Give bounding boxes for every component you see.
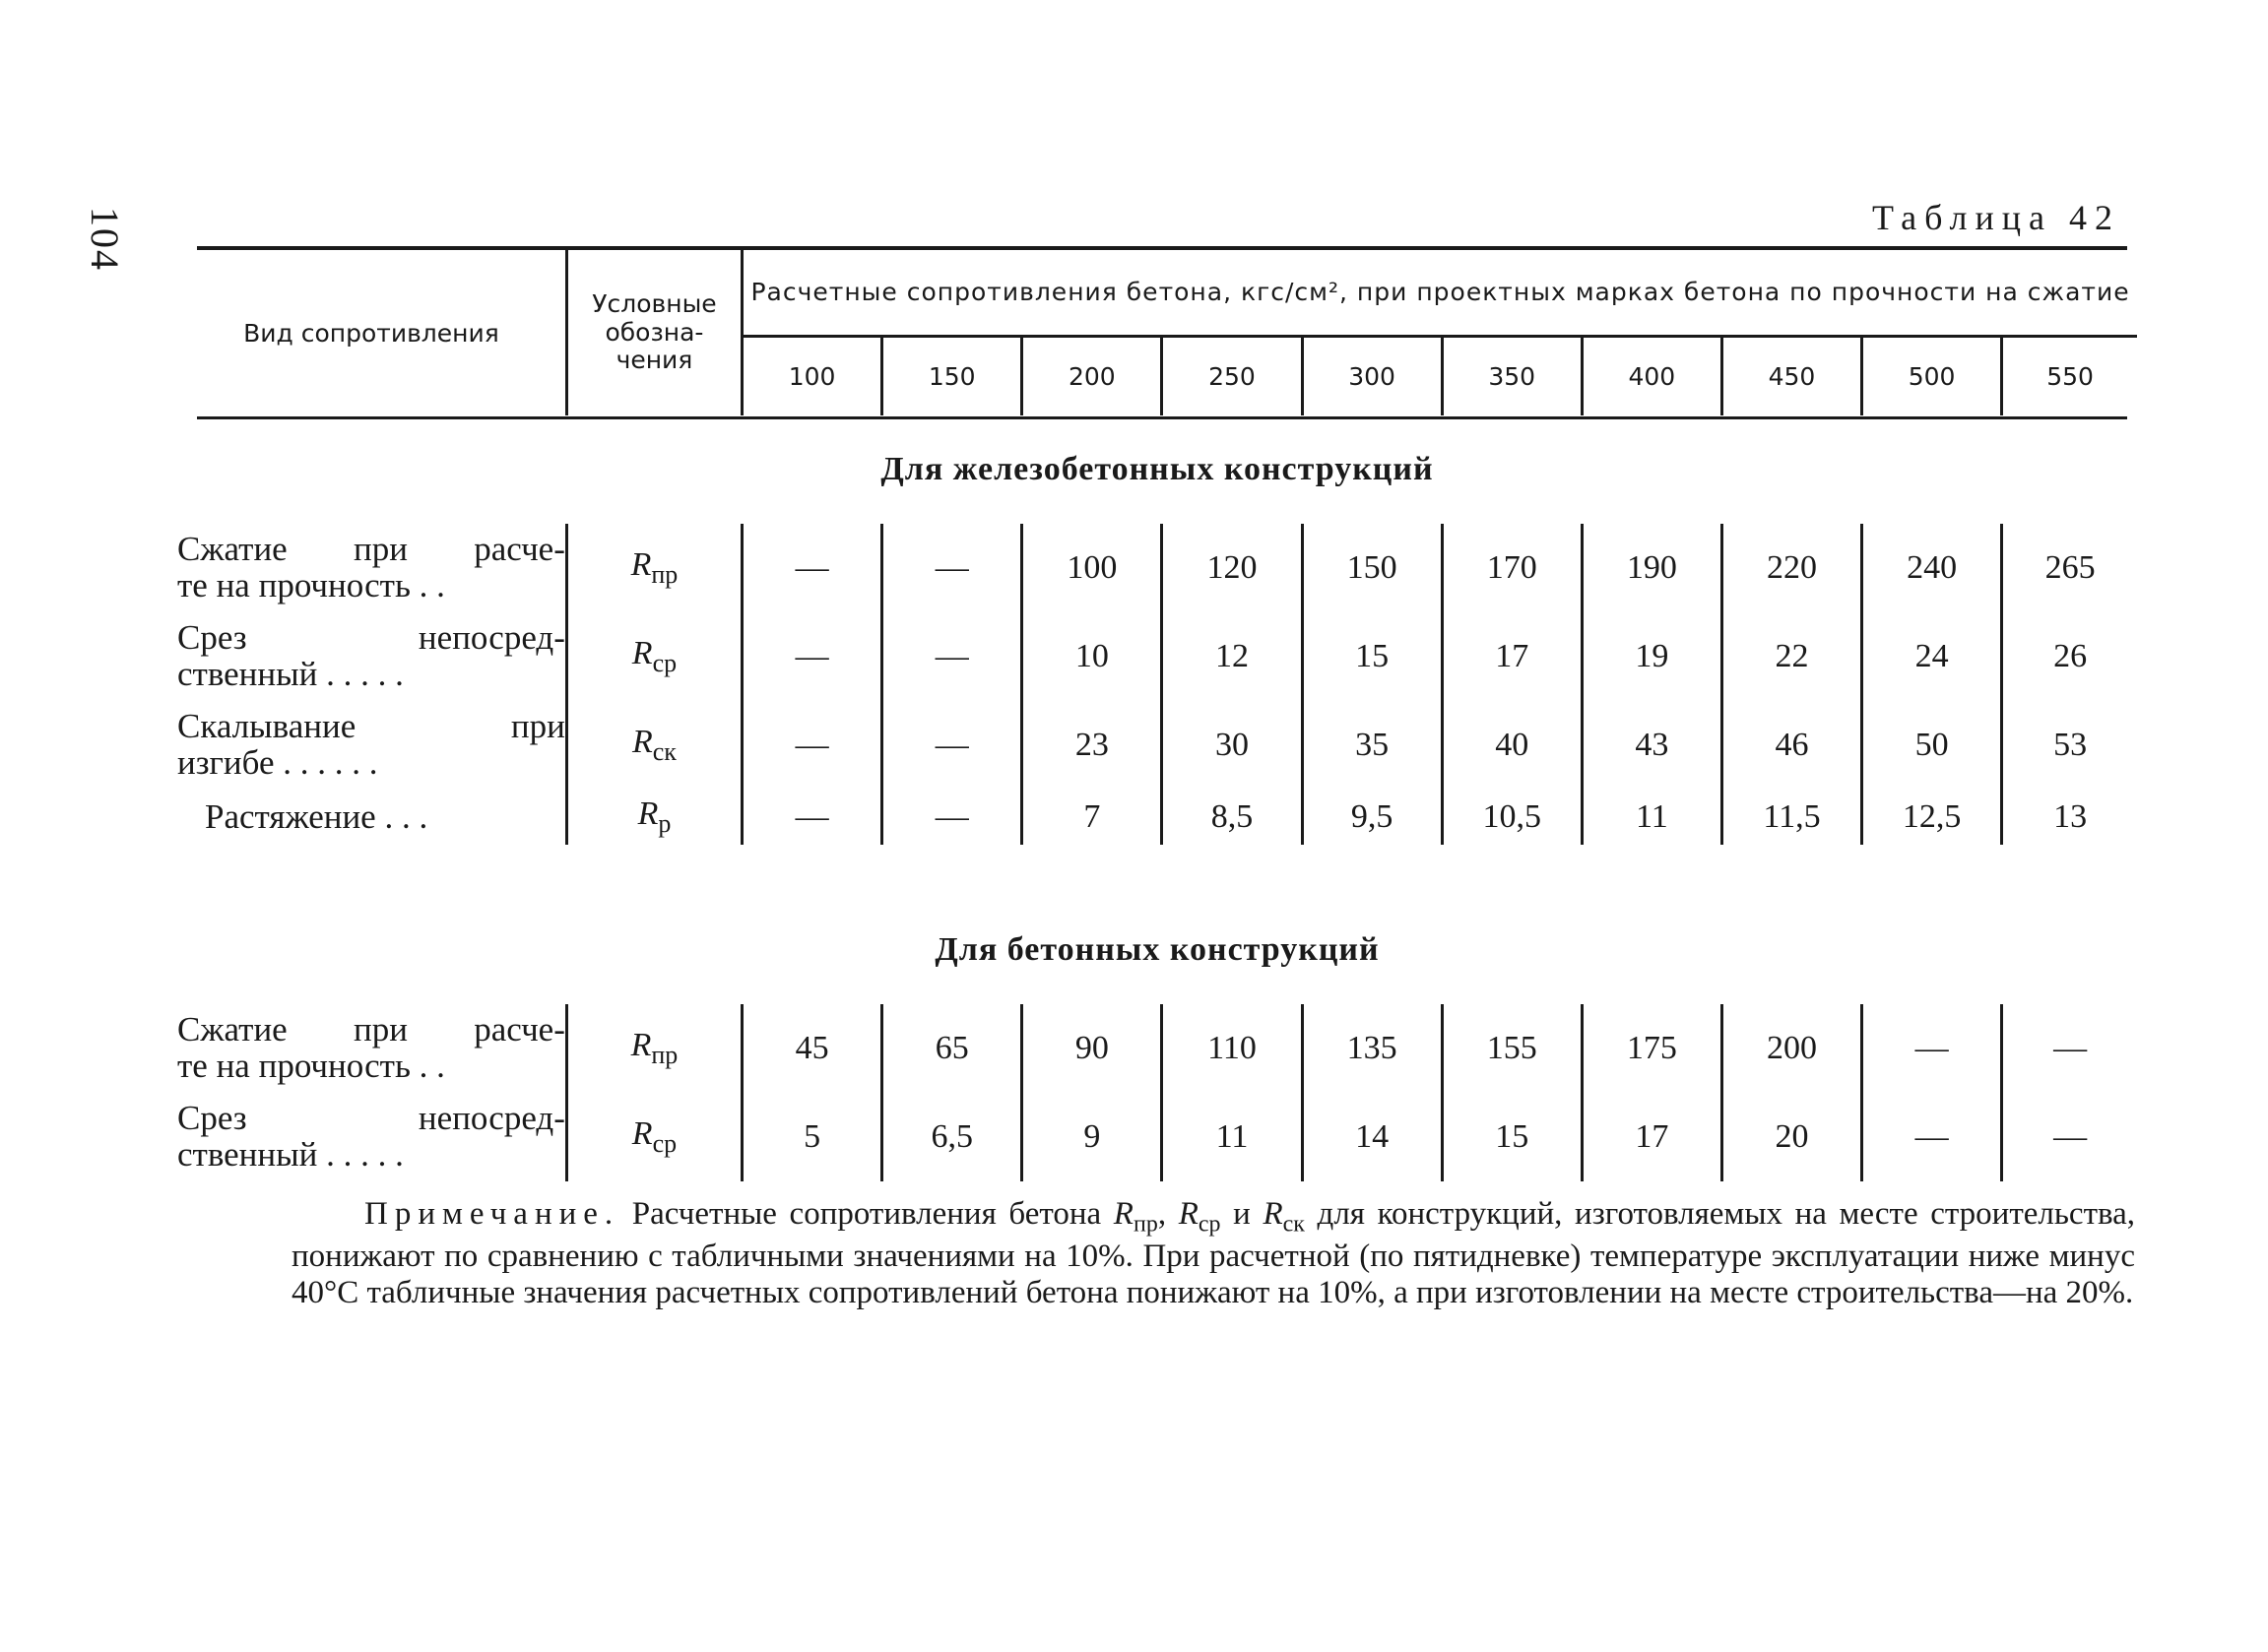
header-group: Расчетные сопротивления бетона, кгс/см², при проектных марках бетона по прочности на сжатие: [743, 250, 2137, 337]
value-cell: —: [882, 524, 1022, 612]
value-cell: 9,5: [1302, 790, 1442, 845]
value-cell: 17: [1582, 1093, 1721, 1181]
resistance-kind-line1: Срез непосред-: [177, 618, 565, 658]
value-cell: —: [1862, 1004, 2002, 1093]
section-title-row: [177, 896, 2137, 1004]
symbol-cell: $R_{ср}$: [566, 612, 742, 701]
value-cell: 26: [2002, 612, 2137, 701]
note-symbol-rsr: $R_{ср}$: [1178, 1196, 1221, 1238]
table-row: [177, 1004, 2137, 1093]
value-cell: 15: [1442, 1093, 1582, 1181]
value-cell: —: [795, 549, 829, 586]
table-note: Примечание. Расчетные сопротивления бетона $R_{пр}$, $R_{ср}$ и $R_{ск}$ для конструкций, изготовляемых на месте строительства, понижают по сравнению с табличными значениями на 10%. При расчетной (по пятидневке) температуре эксплуатации ниже минус 40°С табличные значения расчетных сопротивлений бетона понижают на 10%, а при изготовлении на месте строительства—на 20%.: [292, 1196, 2136, 1310]
note-symbol-rpr: $R_{пр}$: [1113, 1196, 1158, 1238]
resistance-kind: [177, 1093, 566, 1181]
value-cell: 19: [1582, 612, 1721, 701]
note-text-a: Расчетные сопротивления бетона: [631, 1196, 1102, 1232]
value-cell: —: [795, 727, 829, 763]
header-kind: Вид сопротивления: [243, 318, 499, 348]
resistance-kind: [177, 612, 566, 701]
resistance-kind-line2: Растяжение . . .: [205, 796, 428, 836]
symbol-cell: $R_{ср}$: [566, 1093, 742, 1181]
resistance-kind-line1: Скалывание при: [177, 707, 565, 746]
value-cell: 200: [1721, 1004, 1861, 1093]
value-cell: 23: [1022, 701, 1162, 790]
value-cell: 45: [795, 1030, 829, 1066]
value-cell: 8,5: [1162, 790, 1302, 845]
resistance-kind-line2: ственный . . . . .: [177, 1135, 404, 1174]
value-cell: 22: [1721, 612, 1861, 701]
table-row: [177, 524, 2137, 612]
header-symbol: Условные обозна- чения: [566, 250, 742, 415]
value-cell: 175: [1582, 1004, 1721, 1093]
resistance-kind: [177, 524, 566, 612]
symbol-cell: $R_{пр}$: [566, 1004, 742, 1093]
value-cell: 6,5: [882, 1093, 1022, 1181]
value-cell: 11,5: [1721, 790, 1861, 845]
section-title: Для железобетонных конструкций: [880, 451, 1434, 487]
table-caption: Таблица 42: [1872, 198, 2120, 237]
table-row: [177, 1093, 2137, 1181]
section-spacer: [177, 845, 2137, 896]
symbol-cell: $R_{пр}$: [566, 524, 742, 612]
value-cell: —: [2002, 1004, 2137, 1093]
resistance-kind-line2: те на прочность . .: [177, 566, 445, 604]
header-mark: 500: [1862, 337, 2002, 416]
header-mark: 100: [788, 362, 836, 391]
value-cell: 14: [1302, 1093, 1442, 1181]
value-cell: 30: [1162, 701, 1302, 790]
value-cell: 13: [2002, 790, 2137, 845]
value-cell: 265: [2002, 524, 2137, 612]
header-mark: 200: [1022, 337, 1162, 416]
value-cell: 120: [1162, 524, 1302, 612]
value-cell: 135: [1302, 1004, 1442, 1093]
page-number: 104: [83, 207, 127, 272]
header-mark: 300: [1302, 337, 1442, 416]
value-cell: 11: [1162, 1093, 1302, 1181]
value-cell: —: [795, 798, 829, 835]
resistance-kind: [177, 1004, 566, 1093]
resistance-kind: [177, 790, 566, 845]
resistance-kind-line2: ственный . . . . .: [177, 655, 404, 693]
value-cell: 7: [1022, 790, 1162, 845]
value-cell: 12: [1162, 612, 1302, 701]
value-cell: 53: [2002, 701, 2137, 790]
note-label: Примечание.: [364, 1196, 620, 1232]
value-cell: 5: [804, 1118, 821, 1155]
value-cell: 24: [1862, 612, 2002, 701]
resistance-kind: [177, 701, 566, 790]
value-cell: 50: [1862, 701, 2002, 790]
value-cell: 170: [1442, 524, 1582, 612]
value-cell: 100: [1022, 524, 1162, 612]
value-cell: 150: [1302, 524, 1442, 612]
table-row: [177, 701, 2137, 790]
symbol-cell: $R_р$: [566, 790, 742, 845]
concrete-resistance-table: [177, 250, 2137, 1181]
header-mark: 400: [1582, 337, 1721, 416]
header-mark: 450: [1721, 337, 1861, 416]
table-row: [177, 790, 2137, 845]
resistance-kind-line1: Срез непосред-: [177, 1099, 565, 1138]
value-cell: 65: [882, 1004, 1022, 1093]
value-cell: —: [882, 701, 1022, 790]
value-cell: 10,5: [1442, 790, 1582, 845]
value-cell: —: [2002, 1093, 2137, 1181]
value-cell: 10: [1022, 612, 1162, 701]
header-mark: 150: [882, 337, 1022, 416]
note-text-b: для конструкций, изготовляемых на месте строительства, понижают по сравнению с табличными значениями на 10%. При расчетной (по пятидневке) температуре эксплуатации ниже минус 40°С табличные значения расчетных сопротивлений бетона понижают на 10%, а при изготовлении на месте строительства—на 20%.: [292, 1196, 2136, 1310]
table-row: [177, 612, 2137, 701]
value-cell: 11: [1582, 790, 1721, 845]
resistance-kind-line1: Сжатие при расче-: [177, 530, 565, 569]
resistance-kind-line1: Сжатие при расче-: [177, 1010, 565, 1049]
header-mark: 350: [1442, 337, 1582, 416]
value-cell: 155: [1442, 1004, 1582, 1093]
section-title: Для бетонных конструкций: [935, 931, 1380, 968]
value-cell: —: [882, 612, 1022, 701]
value-cell: 240: [1862, 524, 2002, 612]
value-cell: 190: [1582, 524, 1721, 612]
value-cell: —: [795, 638, 829, 674]
value-cell: 15: [1302, 612, 1442, 701]
value-cell: 46: [1721, 701, 1861, 790]
header-mark: 250: [1162, 337, 1302, 416]
value-cell: 110: [1162, 1004, 1302, 1093]
header-mark: 550: [2002, 337, 2137, 416]
value-cell: 35: [1302, 701, 1442, 790]
value-cell: 220: [1721, 524, 1861, 612]
value-cell: 43: [1582, 701, 1721, 790]
value-cell: 17: [1442, 612, 1582, 701]
section-title-row: [177, 415, 2137, 524]
value-cell: —: [1862, 1093, 2002, 1181]
value-cell: 40: [1442, 701, 1582, 790]
value-cell: 90: [1022, 1004, 1162, 1093]
value-cell: 9: [1022, 1093, 1162, 1181]
resistance-kind-line2: изгибе . . . . . .: [177, 743, 378, 782]
value-cell: 20: [1721, 1093, 1861, 1181]
symbol-cell: $R_{ск}$: [566, 701, 742, 790]
resistance-kind-line2: те на прочность . .: [177, 1047, 445, 1085]
value-cell: —: [882, 790, 1022, 845]
value-cell: 12,5: [1862, 790, 2002, 845]
note-symbol-rsk: $R_{ск}$: [1263, 1196, 1305, 1238]
